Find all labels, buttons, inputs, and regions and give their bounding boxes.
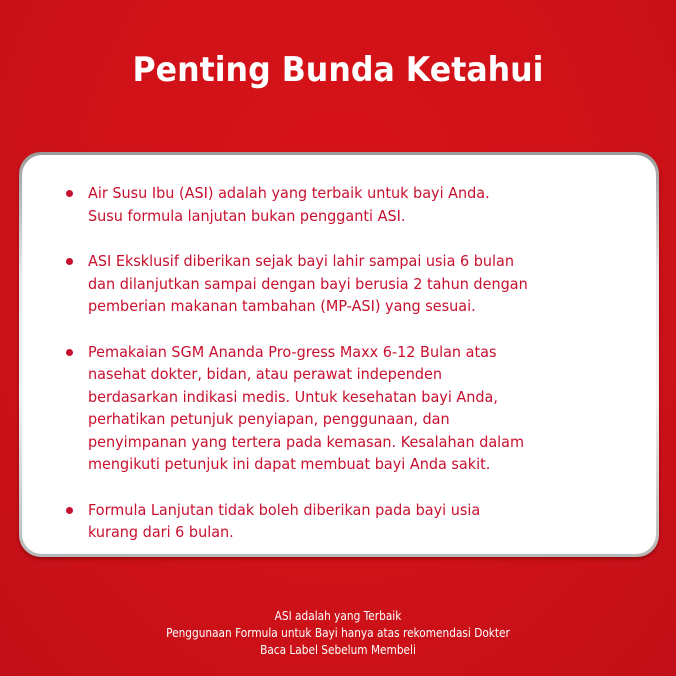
footer-disclaimer [0,608,676,659]
footer-line-read-label: Baca Label Sebelum Membeli [260,643,416,657]
notice-line: penyimpanan yang tertera pada kemasan. Kesalahan dalam [88,432,525,451]
bullet-icon [66,507,73,514]
footer-line-asi: ASI adalah yang Terbaik [274,609,402,623]
notice-line: ASI Eksklusif diberikan sejak bayi lahir sampai usia 6 bulan [88,252,514,270]
notice-line: dan dilanjutkan sampai dengan bayi berusia 2 tahun dengan [88,274,528,293]
bullet-icon [66,349,73,356]
page-title: Penting Bunda Ketahui [132,50,544,90]
notice-line: berdasarkan indikasi medis. Untuk kesehatan bayi Anda, [88,387,498,406]
notice-line: mengikuti petunjuk ini dapat membuat bayi Anda sakit. [88,455,491,473]
notice-item-asi-best [88,182,628,227]
footer-line-doctor: Penggunaan Formula untuk Bayi hanya atas rekomendasi Dokter [166,626,510,640]
notice-line: nasehat dokter, bidan, atau perawat independen [88,365,443,383]
notice-line: Pemakaian SGM Ananda Pro-gress Maxx 6-12 Bulan atas [88,342,497,361]
notice-line: pemberian makanan tambahan (MP-ASI) yang sesuai. [88,297,476,315]
notice-line: kurang dari 6 bulan. [88,523,234,541]
notice-line: Susu formula lanjutan bukan pengganti ASI. [88,206,406,225]
bullet-icon [66,258,73,265]
notice-line: perhatikan petunjuk penyiapan, penggunaan, dan [88,410,450,428]
info-card-frame [19,152,659,557]
notice-list [88,182,628,567]
notice-item-usage [88,341,628,476]
notice-item-age-restriction [88,499,628,544]
notice-line: Air Susu Ibu (ASI) adalah yang terbaik untuk bayi Anda. [88,184,490,202]
notice-line: Formula Lanjutan tidak boleh diberikan pada bayi usia [88,500,481,519]
bullet-icon [66,190,73,197]
info-card [22,155,656,554]
notice-item-exclusive-asi [88,250,628,318]
